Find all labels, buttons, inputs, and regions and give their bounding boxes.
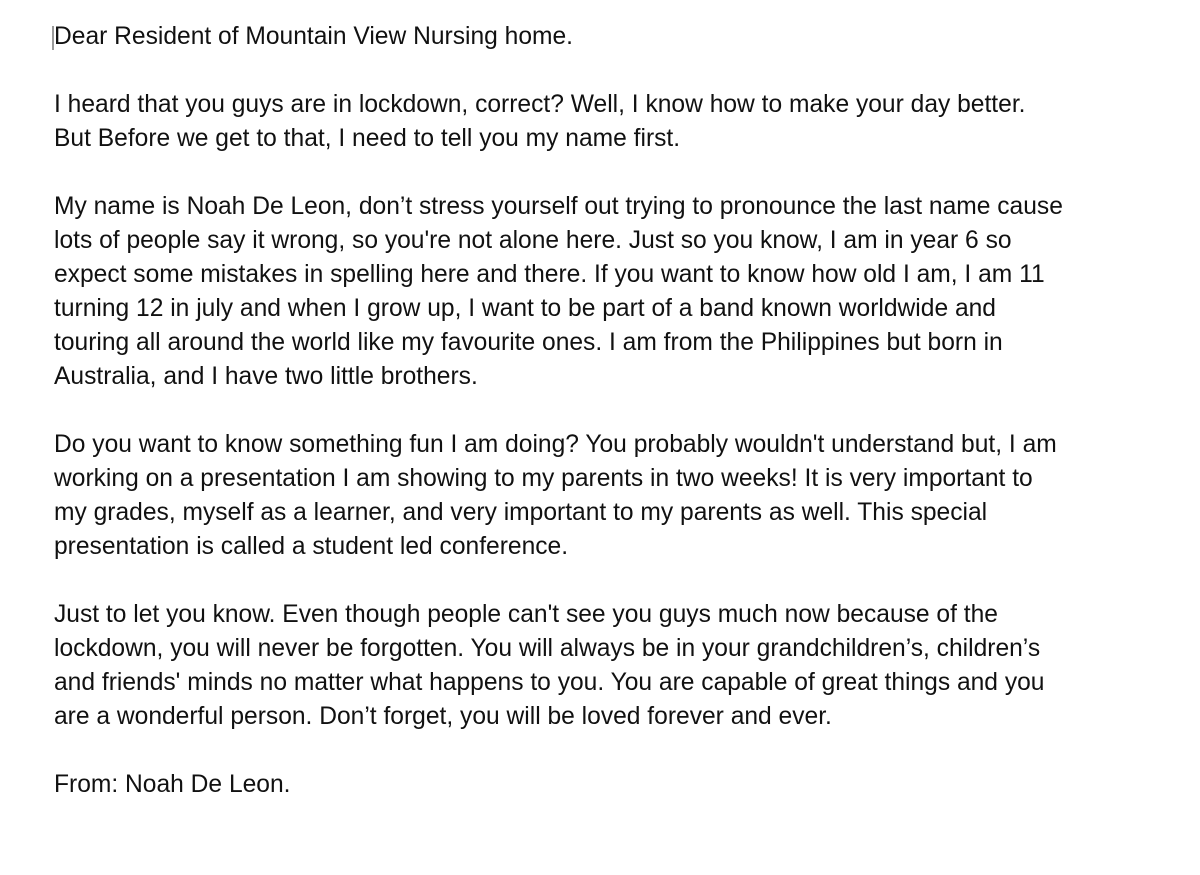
paragraph-2-line: Australia, and I have two little brothers. bbox=[54, 363, 478, 390]
paragraph-4-line: are a wonderful person. Don’t forget, you will be loved forever and ever. bbox=[54, 703, 832, 730]
paragraph-2 bbox=[54, 190, 1164, 394]
paragraph-spacer bbox=[54, 564, 1164, 598]
paragraph-spacer bbox=[54, 394, 1164, 428]
paragraph-4-line: Just to let you know. Even though people can't see you guys much now because of the bbox=[54, 601, 998, 628]
document-body[interactable] bbox=[54, 20, 1164, 802]
paragraph-4-line: and friends' minds no matter what happens to you. You are capable of great things and you bbox=[54, 669, 1045, 696]
paragraph-3-line: my grades, myself as a learner, and very important to my parents as well. This special bbox=[54, 499, 988, 526]
paragraph-2-line: turning 12 in july and when I grow up, I want to be part of a band known worldwide and bbox=[54, 295, 996, 322]
paragraph-3 bbox=[54, 428, 1164, 564]
paragraph-3-line: presentation is called a student led conference. bbox=[54, 533, 569, 560]
paragraph-3-line: working on a presentation I am showing to my parents in two weeks! It is very important to bbox=[54, 465, 1033, 492]
signoff bbox=[54, 768, 1164, 802]
paragraph-4 bbox=[54, 598, 1164, 734]
paragraph-4-line: lockdown, you will never be forgotten. You will always be in your grandchildren’s, children’s bbox=[54, 635, 1041, 662]
paragraph-2-line: expect some mistakes in spelling here and there. If you want to know how old I am, I am 11 bbox=[54, 261, 1045, 288]
signoff-line: From: Noah De Leon. bbox=[54, 771, 291, 798]
paragraph-1-line: But Before we get to that, I need to tell you my name first. bbox=[54, 125, 681, 152]
paragraph-3-line: Do you want to know something fun I am doing? You probably wouldn't understand but, I am bbox=[54, 431, 1057, 458]
paragraph-1-line: I heard that you guys are in lockdown, correct? Well, I know how to make your day better. bbox=[54, 91, 1026, 118]
salutation bbox=[54, 20, 1164, 54]
paragraph-spacer bbox=[54, 156, 1164, 190]
salutation-line: Dear Resident of Mountain View Nursing home. bbox=[54, 23, 574, 50]
paragraph-2-line: lots of people say it wrong, so you're not alone here. Just so you know, I am in year 6 so bbox=[54, 227, 1012, 254]
paragraph-1 bbox=[54, 88, 1164, 156]
paragraph-spacer bbox=[54, 54, 1164, 88]
paragraph-2-line: My name is Noah De Leon, don’t stress yourself out trying to pronounce the last name cause bbox=[54, 193, 1063, 220]
paragraph-2-line: touring all around the world like my favourite ones. I am from the Philippines but born in bbox=[54, 329, 1003, 356]
paragraph-spacer bbox=[54, 734, 1164, 768]
